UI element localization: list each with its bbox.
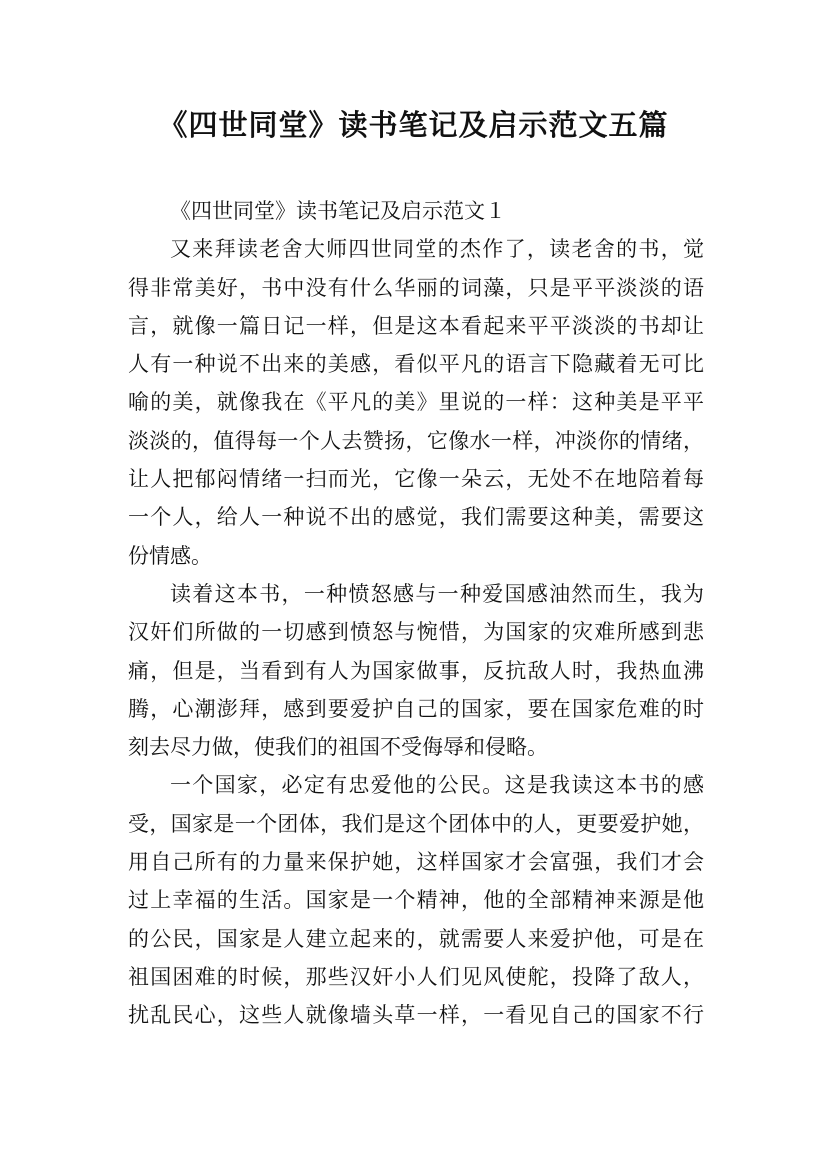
paragraph-line: 人有一种说不出来的美感，看似平凡的语言下隐藏着无可比 [128,352,704,377]
paragraph [128,575,704,766]
paragraph-line: 用自己所有的力量来保护她，这样国家才会富强，我们才会 [128,850,704,875]
document-title: 《四世同堂》读书笔记及启示范文五篇 [158,108,669,142]
paragraph [128,230,704,575]
paragraph-line: 痛，但是，当看到有人为国家做事，反抗敌人时，我热血沸 [128,658,704,683]
paragraph-line: 汉奸们所做的一切感到愤怒与惋惜，为国家的灾难所感到悲 [128,620,704,645]
paragraph-line: 过上幸福的生活。国家是一个精神，他的全部精神来源是他 [128,888,704,913]
paragraph-list [128,230,704,1034]
paragraph-line: 淡淡的，值得每一个人去赞扬，它像水一样，冲淡你的情绪， [128,428,704,453]
paragraph-line: 的公民，国家是人建立起来的，就需要人来爱护他，可是在 [128,926,704,951]
paragraph-line: 一个国家，必定有忠爱他的公民。这是我读这本书的感 [170,773,704,798]
paragraph-line: 得非常美好，书中没有什么华丽的词藻，只是平平淡淡的语 [128,275,704,300]
paragraph-line: 让人把郁闷情绪一扫而光，它像一朵云，无处不在地陪着每 [128,467,704,492]
paragraph-line: 又来拜读老舍大师四世同堂的杰作了，读老舍的书，觉 [170,237,704,262]
paragraph [128,766,704,1034]
paragraph-line: 读着这本书，一种愤怒感与一种爱国感油然而生，我为 [170,581,704,606]
paragraph-line: 份情感。 [128,543,212,568]
paragraph-line: 受，国家是一个团体，我们是这个团体中的人，更要爱护她， [128,811,704,836]
section-heading: 《四世同堂》读书笔记及启示范文１ [170,199,506,223]
paragraph-line: 一个人，给人一种说不出的感觉，我们需要这种美，需要这 [128,505,704,530]
paragraph-line: 喻的美，就像我在《平凡的美》里说的一样：这种美是平平 [128,390,704,415]
paragraph-line: 言，就像一篇日记一样，但是这本看起来平平淡淡的书却让 [128,313,704,338]
paragraph-line: 扰乱民心，这些人就像墙头草一样，一看见自己的国家不行 [128,1003,704,1028]
paragraph-line: 祖国困难的时候，那些汉奸小人们见风使舵，投降了敌人， [128,964,704,989]
document-body [128,192,704,1035]
paragraph-line: 刻去尽力做，使我们的祖国不受侮辱和侵略。 [128,735,548,760]
paragraph-line: 腾，心潮澎拜，感到要爱护自己的国家，要在国家危难的时 [128,696,704,721]
